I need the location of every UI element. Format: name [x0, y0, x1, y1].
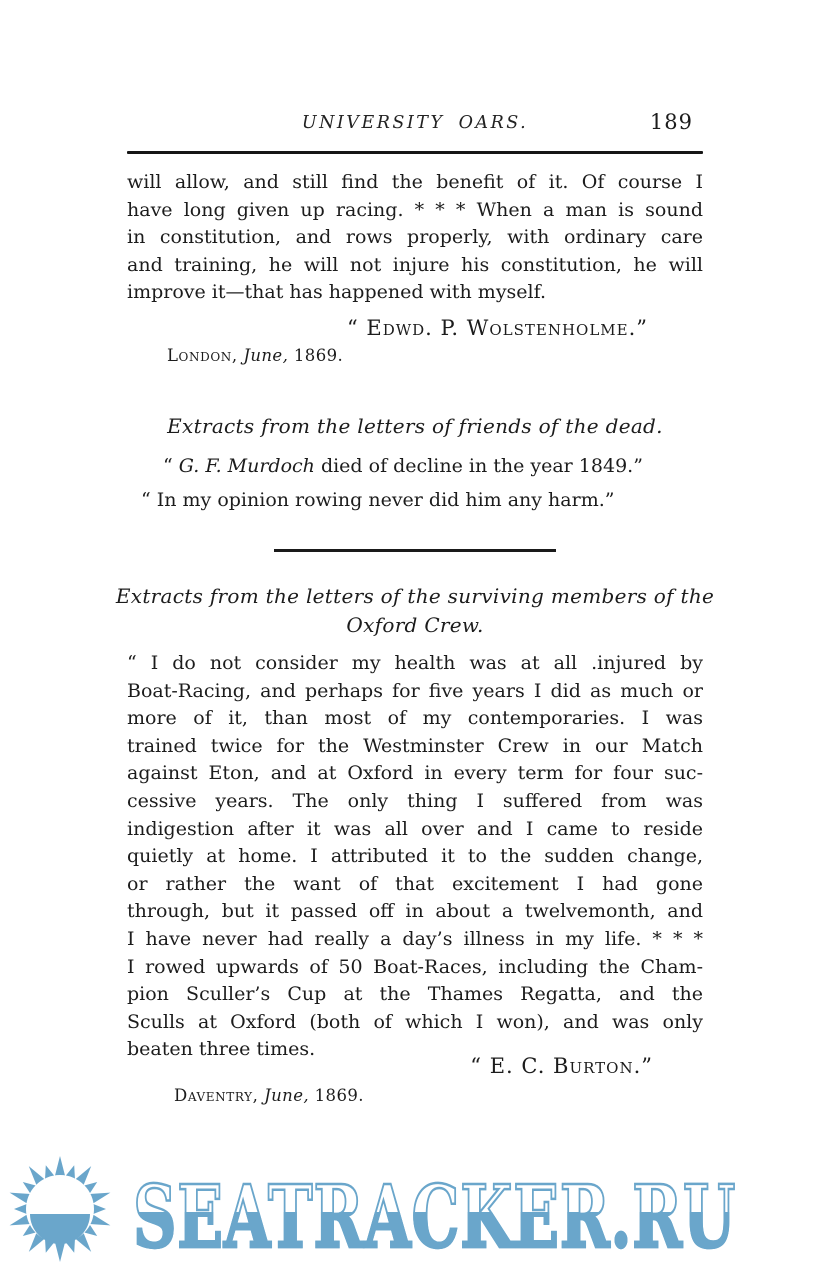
- text-line: Boat-Racing, and perhaps for five years I did as much or: [127, 679, 703, 702]
- watermark-text: SEATRACKER.RU: [133, 1167, 737, 1268]
- wolstenholme-paragraph: [127, 169, 703, 307]
- text-line: I rowed upwards of 50 Boat-Races, including the Cham-: [127, 955, 703, 978]
- text-line: in constitution, and rows properly, with ordinary care: [127, 226, 703, 249]
- burton-paragraph: [127, 650, 703, 1064]
- survivors-heading-line2: Oxford Crew.: [346, 612, 484, 637]
- header-rule: [127, 151, 703, 154]
- text-segment: G. F. Murdoch: [178, 455, 315, 477]
- text-segment: Daventry,: [174, 1086, 259, 1105]
- text-line: improve it—that has happened with myself.: [127, 281, 547, 304]
- text-segment: “ In my opinion rowing never did him any harm.”: [141, 489, 615, 511]
- text-line: indigestion after it was all over and I came to reside: [127, 817, 703, 840]
- burton-signature: “ E. C. Burton.”: [470, 1054, 653, 1078]
- text-line: and training, he will not injure his constitution, he will: [127, 253, 703, 276]
- text-line: pion Sculler’s Cup at the Thames Regatta, and the: [127, 983, 703, 1006]
- text-line: beaten three times.: [127, 1038, 316, 1061]
- text-segment: died of decline in the year 1849.”: [314, 455, 643, 477]
- wolstenholme-signature: “ Edwd. P. Wolstenholme.”: [346, 316, 648, 340]
- friends-section-heading: Extracts from the letters of friends of the dead.: [167, 414, 663, 438]
- text-line: or rather the want of that excitement I had gone: [127, 872, 703, 895]
- text-segment: June,: [243, 346, 289, 365]
- text-line: Sculls at Oxford (both of which I won), and was only: [127, 1010, 703, 1033]
- section-divider: [274, 549, 556, 552]
- text-line: will allow, and still find the benefit of it. Of course I: [127, 171, 703, 193]
- text-line: against Eton, and at Oxford in every term for four suc-: [127, 762, 703, 785]
- text-line: I have never had really a day’s illness in my life. * * *: [127, 927, 703, 950]
- text-segment: 1869.: [288, 346, 344, 365]
- sun-icon: [5, 1154, 115, 1264]
- text-segment: June,: [264, 1086, 310, 1105]
- text-segment: 1869.: [309, 1086, 364, 1105]
- opinion-quote: [127, 489, 717, 511]
- text-line: “ I do not consider my health was at all .injured by: [127, 652, 703, 674]
- page-number: 189: [649, 110, 693, 134]
- running-header-title: UNIVERSITY OARS.: [301, 113, 529, 133]
- text-line: have long given up racing. * * * When a man is sound: [127, 198, 703, 221]
- survivors-section-heading: [112, 582, 718, 639]
- text-segment: “: [163, 455, 179, 477]
- wolstenholme-dateline: [127, 346, 743, 365]
- text-line: quietly at home. I attributed it to the sudden change,: [127, 845, 703, 868]
- burton-dateline: [127, 1086, 750, 1105]
- text-line: trained twice for the Westminster Crew in our Match: [127, 734, 703, 757]
- text-line: through, but it passed off in about a twelvemonth, and: [127, 900, 703, 923]
- text-line: more of it, than most of my contemporaries. I was: [127, 707, 703, 730]
- text-segment: London,: [167, 346, 238, 365]
- murdoch-quote: [127, 455, 739, 477]
- text-line: cessive years. The only thing I suffered from was: [127, 789, 703, 812]
- survivors-heading-line1: Extracts from the letters of the surviving members of the: [115, 584, 715, 608]
